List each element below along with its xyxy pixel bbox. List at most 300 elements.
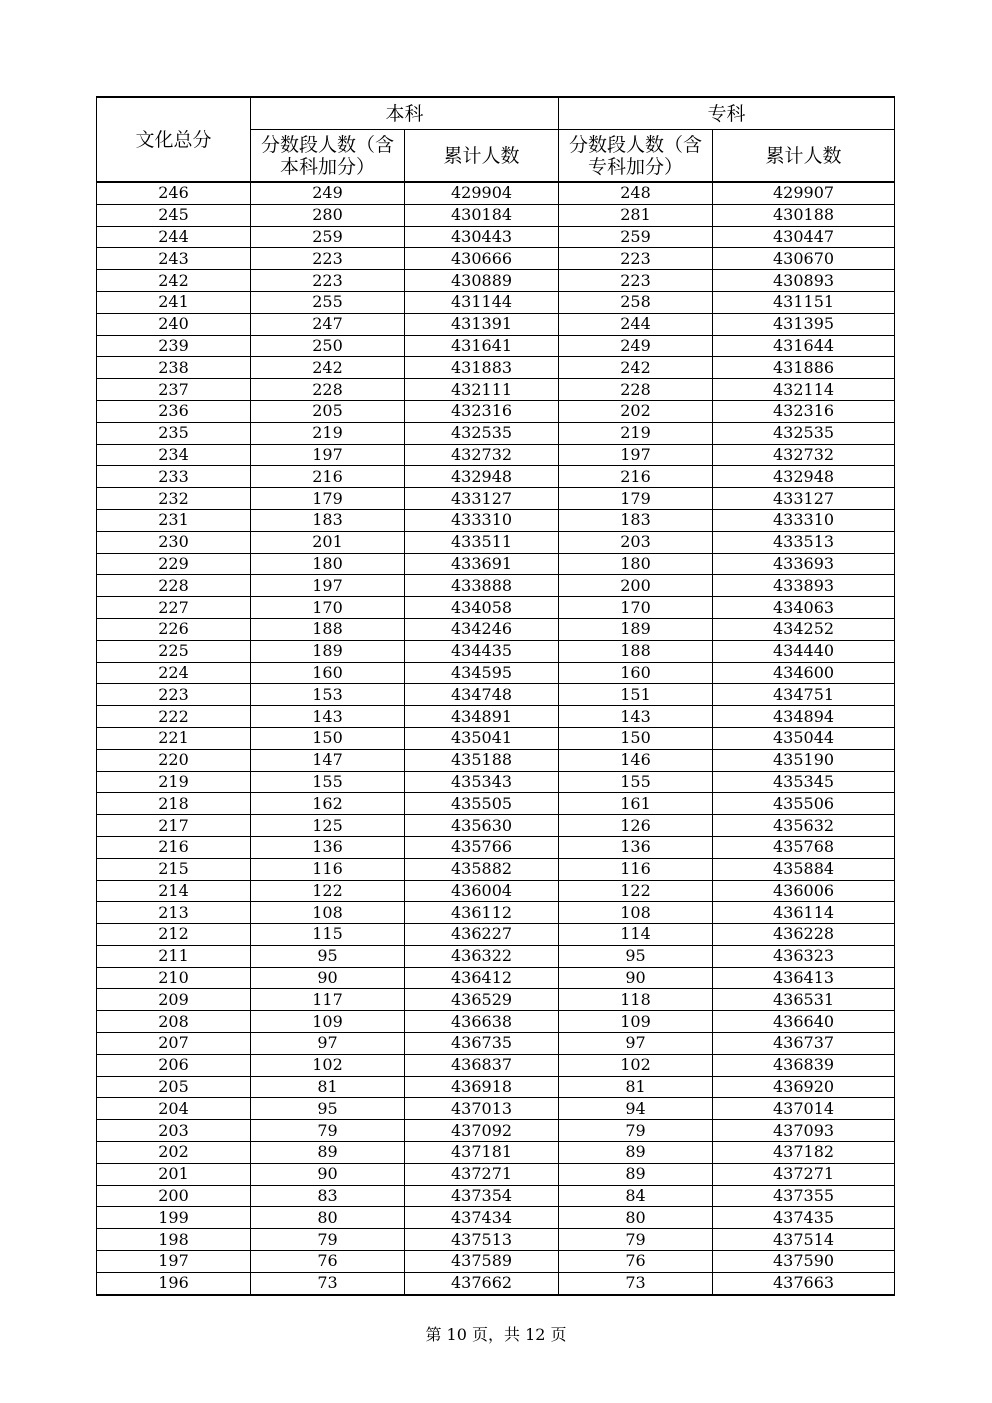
benke-segment-cell: 122 [251,880,405,902]
benke-segment-cell: 81 [251,1076,405,1098]
zhuanke-segment-cell: 180 [559,553,713,575]
table-row [97,1033,895,1055]
table-row [97,291,895,313]
zhuanke-segment-cell: 109 [559,1011,713,1033]
zhuanke-segment-cell: 136 [559,836,713,858]
zhuanke-cumulative-cell: 433513 [713,531,895,553]
table-row [97,400,895,422]
benke-segment-cell: 79 [251,1120,405,1142]
score-cell: 218 [97,793,251,815]
benke-cumulative-cell: 431883 [405,357,559,379]
benke-segment-cell: 216 [251,466,405,488]
benke-cumulative-cell: 435188 [405,749,559,771]
score-cell: 231 [97,509,251,531]
benke-cumulative-cell: 431391 [405,313,559,335]
benke-segment-cell: 109 [251,1011,405,1033]
benke-segment-cell: 249 [251,182,405,204]
benke-cumulative-cell: 430666 [405,248,559,270]
score-cell: 220 [97,749,251,771]
benke-segment-cell: 259 [251,226,405,248]
zhuanke-segment-cell: 76 [559,1251,713,1273]
table-row [97,1054,895,1076]
benke-segment-cell: 223 [251,248,405,270]
benke-segment-cell: 160 [251,662,405,684]
benke-cumulative-cell: 429904 [405,182,559,204]
zhuanke-cumulative-cell: 437663 [713,1272,895,1294]
zhuanke-cumulative-cell: 435506 [713,793,895,815]
table-row [97,357,895,379]
zhuanke-cumulative-cell: 437182 [713,1142,895,1164]
table-row [97,1098,895,1120]
benke-segment-cell: 116 [251,858,405,880]
zhuanke-segment-cell: 118 [559,989,713,1011]
score-cell: 225 [97,640,251,662]
benke-cumulative-cell: 433127 [405,488,559,510]
benke-segment-cell: 205 [251,400,405,422]
zhuanke-segment-cell: 122 [559,880,713,902]
score-cell: 203 [97,1120,251,1142]
score-cell: 235 [97,422,251,444]
score-cell: 214 [97,880,251,902]
zhuanke-cumulative-cell: 433127 [713,488,895,510]
zhuanke-segment-cell: 80 [559,1207,713,1229]
benke-segment-cell: 223 [251,270,405,292]
score-cell: 229 [97,553,251,575]
table-row [97,880,895,902]
header-benke-cumulative: 累计人数 [405,130,559,183]
zhuanke-segment-cell: 102 [559,1054,713,1076]
zhuanke-cumulative-cell: 431886 [713,357,895,379]
table-header [97,97,895,182]
zhuanke-cumulative-cell: 436006 [713,880,895,902]
zhuanke-cumulative-cell: 434751 [713,684,895,706]
table-row [97,640,895,662]
benke-cumulative-cell: 435766 [405,836,559,858]
benke-segment-cell: 136 [251,836,405,858]
header-group-zhuanke: 专科 [559,97,895,130]
table-row [97,989,895,1011]
benke-cumulative-cell: 434058 [405,597,559,619]
benke-segment-cell: 125 [251,815,405,837]
score-cell: 233 [97,466,251,488]
score-cell: 227 [97,597,251,619]
benke-segment-cell: 170 [251,597,405,619]
zhuanke-cumulative-cell: 433893 [713,575,895,597]
benke-segment-cell: 117 [251,989,405,1011]
benke-segment-cell: 147 [251,749,405,771]
score-cell: 204 [97,1098,251,1120]
zhuanke-cumulative-cell: 430188 [713,204,895,226]
score-cell: 197 [97,1251,251,1273]
score-cell: 243 [97,248,251,270]
benke-cumulative-cell: 436529 [405,989,559,1011]
zhuanke-cumulative-cell: 436640 [713,1011,895,1033]
zhuanke-cumulative-cell: 430893 [713,270,895,292]
benke-segment-cell: 188 [251,618,405,640]
zhuanke-segment-cell: 200 [559,575,713,597]
zhuanke-cumulative-cell: 435632 [713,815,895,837]
zhuanke-segment-cell: 179 [559,488,713,510]
table-row [97,1142,895,1164]
zhuanke-segment-cell: 161 [559,793,713,815]
benke-segment-cell: 155 [251,771,405,793]
zhuanke-segment-cell: 73 [559,1272,713,1294]
zhuanke-cumulative-cell: 430670 [713,248,895,270]
benke-cumulative-cell: 436004 [405,880,559,902]
zhuanke-segment-cell: 160 [559,662,713,684]
score-cell: 219 [97,771,251,793]
table-row [97,1076,895,1098]
table-body [97,182,895,1295]
score-cell: 238 [97,357,251,379]
zhuanke-cumulative-cell: 436839 [713,1054,895,1076]
zhuanke-segment-cell: 89 [559,1142,713,1164]
zhuanke-segment-cell: 249 [559,335,713,357]
score-cell: 241 [97,291,251,313]
header-score-column: 文化总分 [97,97,251,182]
zhuanke-cumulative-cell: 436531 [713,989,895,1011]
zhuanke-cumulative-cell: 436920 [713,1076,895,1098]
benke-segment-cell: 89 [251,1142,405,1164]
zhuanke-cumulative-cell: 434600 [713,662,895,684]
benke-cumulative-cell: 437354 [405,1185,559,1207]
benke-cumulative-cell: 436837 [405,1054,559,1076]
score-cell: 222 [97,706,251,728]
benke-cumulative-cell: 436735 [405,1033,559,1055]
benke-cumulative-cell: 434595 [405,662,559,684]
benke-cumulative-cell: 436112 [405,902,559,924]
zhuanke-cumulative-cell: 435190 [713,749,895,771]
score-cell: 213 [97,902,251,924]
zhuanke-segment-cell: 189 [559,618,713,640]
score-cell: 228 [97,575,251,597]
table-row [97,553,895,575]
score-cell: 200 [97,1185,251,1207]
zhuanke-cumulative-cell: 437093 [713,1120,895,1142]
benke-cumulative-cell: 433310 [405,509,559,531]
benke-cumulative-cell: 435041 [405,727,559,749]
benke-segment-cell: 228 [251,379,405,401]
zhuanke-cumulative-cell: 434440 [713,640,895,662]
score-cell: 223 [97,684,251,706]
table-row [97,444,895,466]
benke-segment-cell: 179 [251,488,405,510]
score-cell: 196 [97,1272,251,1294]
benke-cumulative-cell: 436638 [405,1011,559,1033]
zhuanke-cumulative-cell: 431151 [713,291,895,313]
score-cell: 230 [97,531,251,553]
table-row [97,182,895,204]
score-cell: 215 [97,858,251,880]
benke-segment-cell: 189 [251,640,405,662]
zhuanke-segment-cell: 248 [559,182,713,204]
benke-segment-cell: 80 [251,1207,405,1229]
score-cell: 217 [97,815,251,837]
benke-cumulative-cell: 432535 [405,422,559,444]
zhuanke-segment-cell: 197 [559,444,713,466]
table-row [97,575,895,597]
score-cell: 209 [97,989,251,1011]
zhuanke-cumulative-cell: 435044 [713,727,895,749]
zhuanke-segment-cell: 155 [559,771,713,793]
table-row [97,597,895,619]
zhuanke-segment-cell: 126 [559,815,713,837]
zhuanke-segment-cell: 223 [559,248,713,270]
zhuanke-cumulative-cell: 432316 [713,400,895,422]
zhuanke-cumulative-cell: 434063 [713,597,895,619]
zhuanke-segment-cell: 228 [559,379,713,401]
benke-cumulative-cell: 437513 [405,1229,559,1251]
benke-cumulative-cell: 430889 [405,270,559,292]
zhuanke-segment-cell: 216 [559,466,713,488]
benke-cumulative-cell: 430443 [405,226,559,248]
benke-cumulative-cell: 432732 [405,444,559,466]
zhuanke-cumulative-cell: 430447 [713,226,895,248]
zhuanke-cumulative-cell: 432732 [713,444,895,466]
benke-segment-cell: 250 [251,335,405,357]
benke-segment-cell: 197 [251,444,405,466]
zhuanke-segment-cell: 146 [559,749,713,771]
benke-cumulative-cell: 437271 [405,1163,559,1185]
zhuanke-segment-cell: 90 [559,967,713,989]
table-row [97,771,895,793]
zhuanke-segment-cell: 183 [559,509,713,531]
benke-segment-cell: 201 [251,531,405,553]
zhuanke-segment-cell: 150 [559,727,713,749]
zhuanke-segment-cell: 114 [559,924,713,946]
benke-segment-cell: 90 [251,1163,405,1185]
score-cell: 236 [97,400,251,422]
header-zhuanke-segment: 分数段人数（含专科加分） [559,130,713,183]
zhuanke-segment-cell: 281 [559,204,713,226]
score-cell: 221 [97,727,251,749]
zhuanke-segment-cell: 258 [559,291,713,313]
zhuanke-cumulative-cell: 436413 [713,967,895,989]
table-row [97,1185,895,1207]
benke-cumulative-cell: 437181 [405,1142,559,1164]
benke-cumulative-cell: 437434 [405,1207,559,1229]
zhuanke-cumulative-cell: 437355 [713,1185,895,1207]
score-distribution-table [96,96,895,1296]
zhuanke-segment-cell: 202 [559,400,713,422]
zhuanke-segment-cell: 143 [559,706,713,728]
zhuanke-segment-cell: 188 [559,640,713,662]
benke-segment-cell: 143 [251,706,405,728]
table-row [97,1229,895,1251]
table-row [97,924,895,946]
zhuanke-cumulative-cell: 433693 [713,553,895,575]
table-row [97,858,895,880]
table-row [97,335,895,357]
score-cell: 226 [97,618,251,640]
table-row [97,488,895,510]
benke-segment-cell: 280 [251,204,405,226]
benke-cumulative-cell: 431144 [405,291,559,313]
score-cell: 242 [97,270,251,292]
benke-segment-cell: 162 [251,793,405,815]
benke-cumulative-cell: 437092 [405,1120,559,1142]
score-cell: 210 [97,967,251,989]
table-row [97,248,895,270]
zhuanke-segment-cell: 242 [559,357,713,379]
zhuanke-segment-cell: 94 [559,1098,713,1120]
benke-segment-cell: 95 [251,1098,405,1120]
zhuanke-cumulative-cell: 437590 [713,1251,895,1273]
zhuanke-cumulative-cell: 435345 [713,771,895,793]
benke-cumulative-cell: 436918 [405,1076,559,1098]
table-row [97,706,895,728]
benke-segment-cell: 76 [251,1251,405,1273]
benke-cumulative-cell: 433511 [405,531,559,553]
score-cell: 207 [97,1033,251,1055]
benke-cumulative-cell: 432948 [405,466,559,488]
table-row [97,1011,895,1033]
table-row [97,662,895,684]
zhuanke-cumulative-cell: 434894 [713,706,895,728]
benke-cumulative-cell: 434246 [405,618,559,640]
table-row [97,684,895,706]
header-zhuanke-cumulative: 累计人数 [713,130,895,183]
table-row [97,204,895,226]
zhuanke-cumulative-cell: 433310 [713,509,895,531]
table-row [97,531,895,553]
table-row [97,749,895,771]
table-row [97,793,895,815]
zhuanke-cumulative-cell: 435884 [713,858,895,880]
benke-segment-cell: 73 [251,1272,405,1294]
score-cell: 244 [97,226,251,248]
benke-segment-cell: 183 [251,509,405,531]
zhuanke-cumulative-cell: 437435 [713,1207,895,1229]
zhuanke-segment-cell: 203 [559,531,713,553]
table-row [97,313,895,335]
benke-cumulative-cell: 435882 [405,858,559,880]
zhuanke-segment-cell: 108 [559,902,713,924]
benke-cumulative-cell: 433888 [405,575,559,597]
benke-cumulative-cell: 435343 [405,771,559,793]
benke-segment-cell: 180 [251,553,405,575]
zhuanke-cumulative-cell: 432114 [713,379,895,401]
score-cell: 245 [97,204,251,226]
zhuanke-segment-cell: 219 [559,422,713,444]
benke-segment-cell: 150 [251,727,405,749]
score-cell: 202 [97,1142,251,1164]
table-row [97,509,895,531]
benke-cumulative-cell: 435505 [405,793,559,815]
zhuanke-segment-cell: 84 [559,1185,713,1207]
benke-cumulative-cell: 437662 [405,1272,559,1294]
zhuanke-segment-cell: 95 [559,945,713,967]
header-benke-segment: 分数段人数（含本科加分） [251,130,405,183]
benke-cumulative-cell: 434891 [405,706,559,728]
zhuanke-segment-cell: 244 [559,313,713,335]
benke-segment-cell: 90 [251,967,405,989]
zhuanke-segment-cell: 223 [559,270,713,292]
page-number-footer: 第 10 页，共 12 页 [425,1325,567,1344]
table-row [97,226,895,248]
table-row [97,270,895,292]
benke-cumulative-cell: 430184 [405,204,559,226]
zhuanke-cumulative-cell: 434252 [713,618,895,640]
score-cell: 205 [97,1076,251,1098]
score-cell: 239 [97,335,251,357]
zhuanke-cumulative-cell: 437271 [713,1163,895,1185]
zhuanke-cumulative-cell: 435768 [713,836,895,858]
benke-cumulative-cell: 435630 [405,815,559,837]
zhuanke-segment-cell: 97 [559,1033,713,1055]
benke-cumulative-cell: 433691 [405,553,559,575]
score-cell: 234 [97,444,251,466]
table-row [97,618,895,640]
benke-segment-cell: 115 [251,924,405,946]
table-row [97,815,895,837]
benke-segment-cell: 219 [251,422,405,444]
benke-segment-cell: 255 [251,291,405,313]
benke-cumulative-cell: 432316 [405,400,559,422]
benke-segment-cell: 97 [251,1033,405,1055]
table-row [97,466,895,488]
score-cell: 208 [97,1011,251,1033]
benke-segment-cell: 197 [251,575,405,597]
benke-cumulative-cell: 434748 [405,684,559,706]
table-row [97,945,895,967]
zhuanke-cumulative-cell: 436737 [713,1033,895,1055]
table-row [97,422,895,444]
table-row [97,836,895,858]
zhuanke-cumulative-cell: 432948 [713,466,895,488]
score-cell: 199 [97,1207,251,1229]
benke-cumulative-cell: 436412 [405,967,559,989]
header-group-benke: 本科 [251,97,559,130]
benke-segment-cell: 79 [251,1229,405,1251]
zhuanke-cumulative-cell: 436323 [713,945,895,967]
zhuanke-segment-cell: 79 [559,1120,713,1142]
zhuanke-cumulative-cell: 429907 [713,182,895,204]
table-row [97,967,895,989]
zhuanke-cumulative-cell: 437014 [713,1098,895,1120]
benke-segment-cell: 108 [251,902,405,924]
table-row [97,1251,895,1273]
table-row [97,379,895,401]
table-row [97,1272,895,1294]
score-cell: 198 [97,1229,251,1251]
benke-cumulative-cell: 434435 [405,640,559,662]
table-row [97,1163,895,1185]
zhuanke-segment-cell: 81 [559,1076,713,1098]
score-cell: 232 [97,488,251,510]
score-cell: 211 [97,945,251,967]
score-cell: 224 [97,662,251,684]
score-cell: 212 [97,924,251,946]
zhuanke-segment-cell: 79 [559,1229,713,1251]
benke-cumulative-cell: 436227 [405,924,559,946]
score-cell: 237 [97,379,251,401]
zhuanke-cumulative-cell: 436114 [713,902,895,924]
zhuanke-cumulative-cell: 432535 [713,422,895,444]
zhuanke-segment-cell: 89 [559,1163,713,1185]
benke-cumulative-cell: 431641 [405,335,559,357]
benke-segment-cell: 153 [251,684,405,706]
zhuanke-cumulative-cell: 436228 [713,924,895,946]
score-cell: 206 [97,1054,251,1076]
benke-cumulative-cell: 436322 [405,945,559,967]
score-cell: 240 [97,313,251,335]
score-cell: 246 [97,182,251,204]
zhuanke-cumulative-cell: 431644 [713,335,895,357]
zhuanke-segment-cell: 170 [559,597,713,619]
zhuanke-segment-cell: 259 [559,226,713,248]
benke-segment-cell: 95 [251,945,405,967]
